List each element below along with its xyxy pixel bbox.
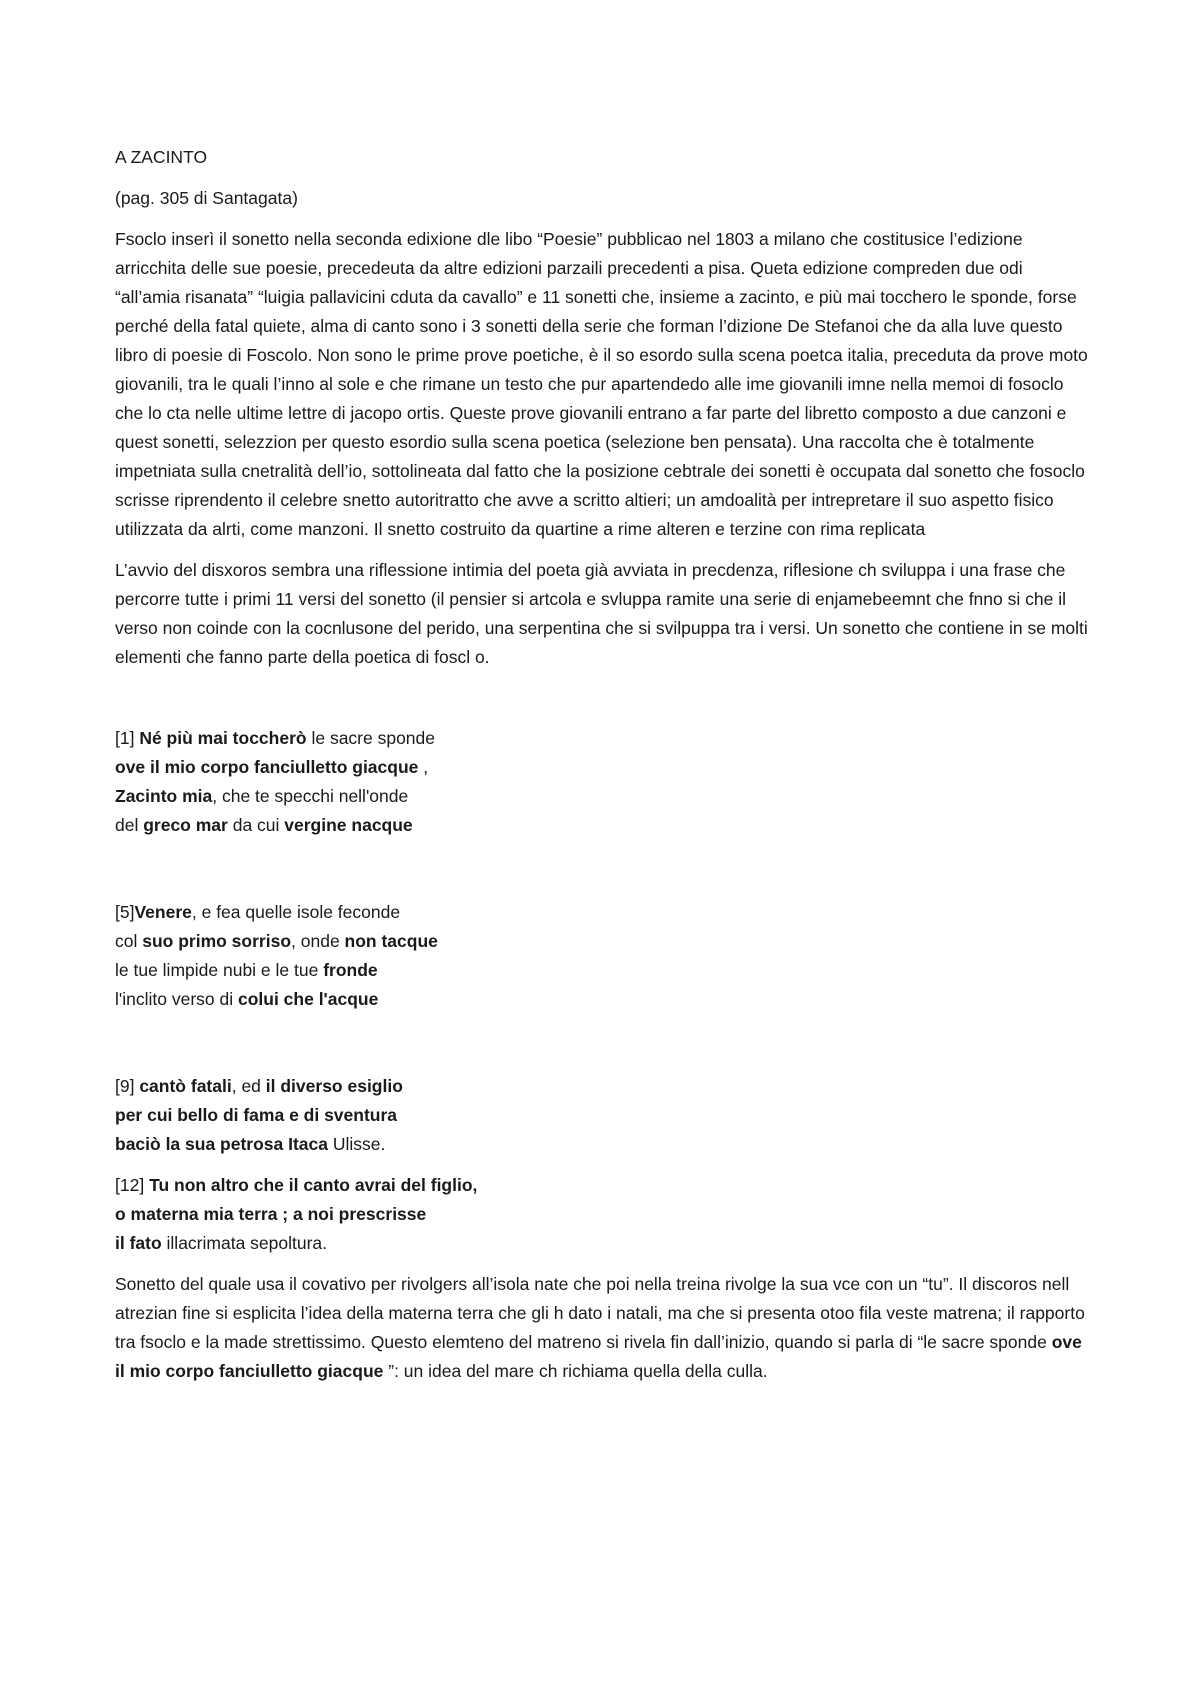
poem-verse <box>115 724 1090 753</box>
verse-bold-text: baciò la sua petrosa Itaca <box>115 1134 329 1154</box>
spacer <box>115 1159 1090 1171</box>
verse-text: le tue limpide nubi e le tue <box>115 960 324 980</box>
verse-bold-text: fronde <box>323 960 378 980</box>
verse-text: da cui <box>227 815 285 835</box>
verse-number: [12] <box>115 1175 150 1195</box>
poem-verse <box>115 956 1090 985</box>
poem-verse <box>115 753 1090 782</box>
verse-bold-text: o materna mia terra ; a noi prescrisse <box>115 1204 427 1224</box>
verse-bold-text: non tacque <box>344 931 438 951</box>
poem-verse <box>115 1101 1090 1130</box>
poem-stanza-3 <box>115 1072 1090 1159</box>
document-title: A ZACINTO <box>115 147 208 167</box>
verse-bold-text: greco mar <box>143 815 228 835</box>
verse-bold-text: Né più mai toccherò <box>139 728 307 748</box>
verse-text: , <box>418 757 429 777</box>
verse-number: [5] <box>115 902 135 922</box>
poem-verse <box>115 782 1090 811</box>
spacer <box>115 1014 1090 1072</box>
paragraph-bold-text: ove il mio corpo fanciulletto giacque <box>115 1332 1082 1381</box>
poem-verse <box>115 1229 1090 1258</box>
verse-text: , che te specchi nell'onde <box>212 786 409 806</box>
page-reference: (pag. 305 di Santagata) <box>115 188 298 208</box>
poem-verse <box>115 927 1090 956</box>
verse-text: Ulisse. <box>328 1134 386 1154</box>
verse-bold-text: ove il mio corpo fanciulletto giacque <box>115 757 419 777</box>
verse-text: le sacre sponde <box>306 728 436 748</box>
verse-number: [1] <box>115 728 140 748</box>
verse-text: , ed <box>231 1076 266 1096</box>
poem-stanza-4 <box>115 1171 1090 1258</box>
verse-text: col <box>115 931 143 951</box>
verse-bold-text: il fato <box>115 1233 162 1253</box>
verse-bold-text: per cui bello di fama e di sventura <box>115 1105 398 1125</box>
verse-text: , onde <box>291 931 345 951</box>
poem-verse <box>115 985 1090 1014</box>
verse-text: illacrimata sepoltura. <box>161 1233 328 1253</box>
verse-bold-text: il diverso esiglio <box>265 1076 403 1096</box>
document-content <box>115 143 1090 1386</box>
paragraph-text: Sonetto del quale usa il covativo per rivolgers all’isola nate che poi nella treina rivolge la sua vce con un “tu”. Il discoros nell atrezian fine si esplicita l’idea della materna terra che gli h dato i natali, ma che si presenta otoo fila veste matrena; il rapporto tra fsoclo e la made strettissimo. Questo elemteno del matreno si rivela fin dall’inizio, quando si parla di “le sacre sponde <box>115 1274 1085 1352</box>
poem-verse <box>115 1072 1090 1101</box>
verse-bold-text: suo primo sorriso <box>142 931 292 951</box>
second-paragraph: L’avvio del disxoros sembra una riflessione intimia del poeta già avviata in precdenza, riflesione ch sviluppa i una frase che percorre tutte i primi 11 versi del sonetto (il pensier si artcola e svluppa ramite una serie di enjamebeemnt che fnno si che il verso non coinde con la cocnlusone del perido, una serpentina che si svilpuppa tra i versi. Un sonetto che contiene in se molti elementi che fanno parte della poetica di foscl o. <box>115 560 1088 667</box>
verse-bold-text: vergine nacque <box>284 815 413 835</box>
verse-bold-text: Zacinto mia <box>115 786 213 806</box>
spacer <box>115 840 1090 898</box>
poem-verse <box>115 898 1090 927</box>
poem-stanza-1 <box>115 724 1090 840</box>
poem-stanza-2 <box>115 898 1090 1014</box>
poem-verse <box>115 1200 1090 1229</box>
verse-bold-text: Venere <box>134 902 192 922</box>
poem-verse <box>115 811 1090 840</box>
verse-text: , e fea quelle isole feconde <box>191 902 401 922</box>
verse-text: l'inclito verso di <box>115 989 238 1009</box>
poem-verse <box>115 1130 1090 1159</box>
verse-number: [9] <box>115 1076 140 1096</box>
closing-paragraph <box>115 1270 1090 1386</box>
paragraph-text: ”: un idea del mare ch richiama quella della culla. <box>383 1361 768 1381</box>
intro-paragraph: Fsoclo inserì il sonetto nella seconda edixione dle libo “Poesie” pubblicao nel 1803 a milano che costitusice l’edizione arricchita delle sue poesie, precedeuta da altre edizioni parzaili precedenti a pisa. Queta edizione compreden due odi “all’amia risanata” “luigia pallavicini cduta da cavallo” e 11 sonetti che, insieme a zacinto, e più mai tocchero le sponde, forse perché della fatal quiete, alma di canto sono i 3 sonetti della serie che forman l’dizione De Stefanoi che da alla luve questo libro di poesie di Foscolo. Non sono le prime prove poetiche, è il so esordo sulla scena poetca italia, preceduta da prove moto giovanili, tra le quali l’inno al sole e che rimane un testo che pur apartendedo alle ime giovanili imne nella memoi di fosoclo che lo cta nelle ultime lettre di jacopo ortis. Queste prove giovanili entrano a far parte del libretto composto a due canzoni e quest sonetti, selezzion per questo esordio sulla scena poetica (selezione ben pensata). Una raccolta che è totalmente impetniata sulla cnetralità dell’io, sottolineata dal fatto che la posizione cebtrale dei sonetti è occupata dal sonetto che fosoclo scrisse riprendento il celebre snetto autoritratto che avve a scritto altieri; un amdoalità per intrepretare il suo aspetto fisico utilizzata da alrti, come manzoni. Il snetto costruito da quartine a rime alteren e terzine con rima replicata <box>115 229 1088 539</box>
poem-verse <box>115 1171 1090 1200</box>
verse-text: del <box>115 815 144 835</box>
verse-bold-text: colui che l'acque <box>237 989 379 1009</box>
spacer <box>115 684 1090 724</box>
verse-bold-text: Tu non altro che il canto avrai del figlio, <box>149 1175 478 1195</box>
verse-bold-text: cantò fatali <box>139 1076 232 1096</box>
